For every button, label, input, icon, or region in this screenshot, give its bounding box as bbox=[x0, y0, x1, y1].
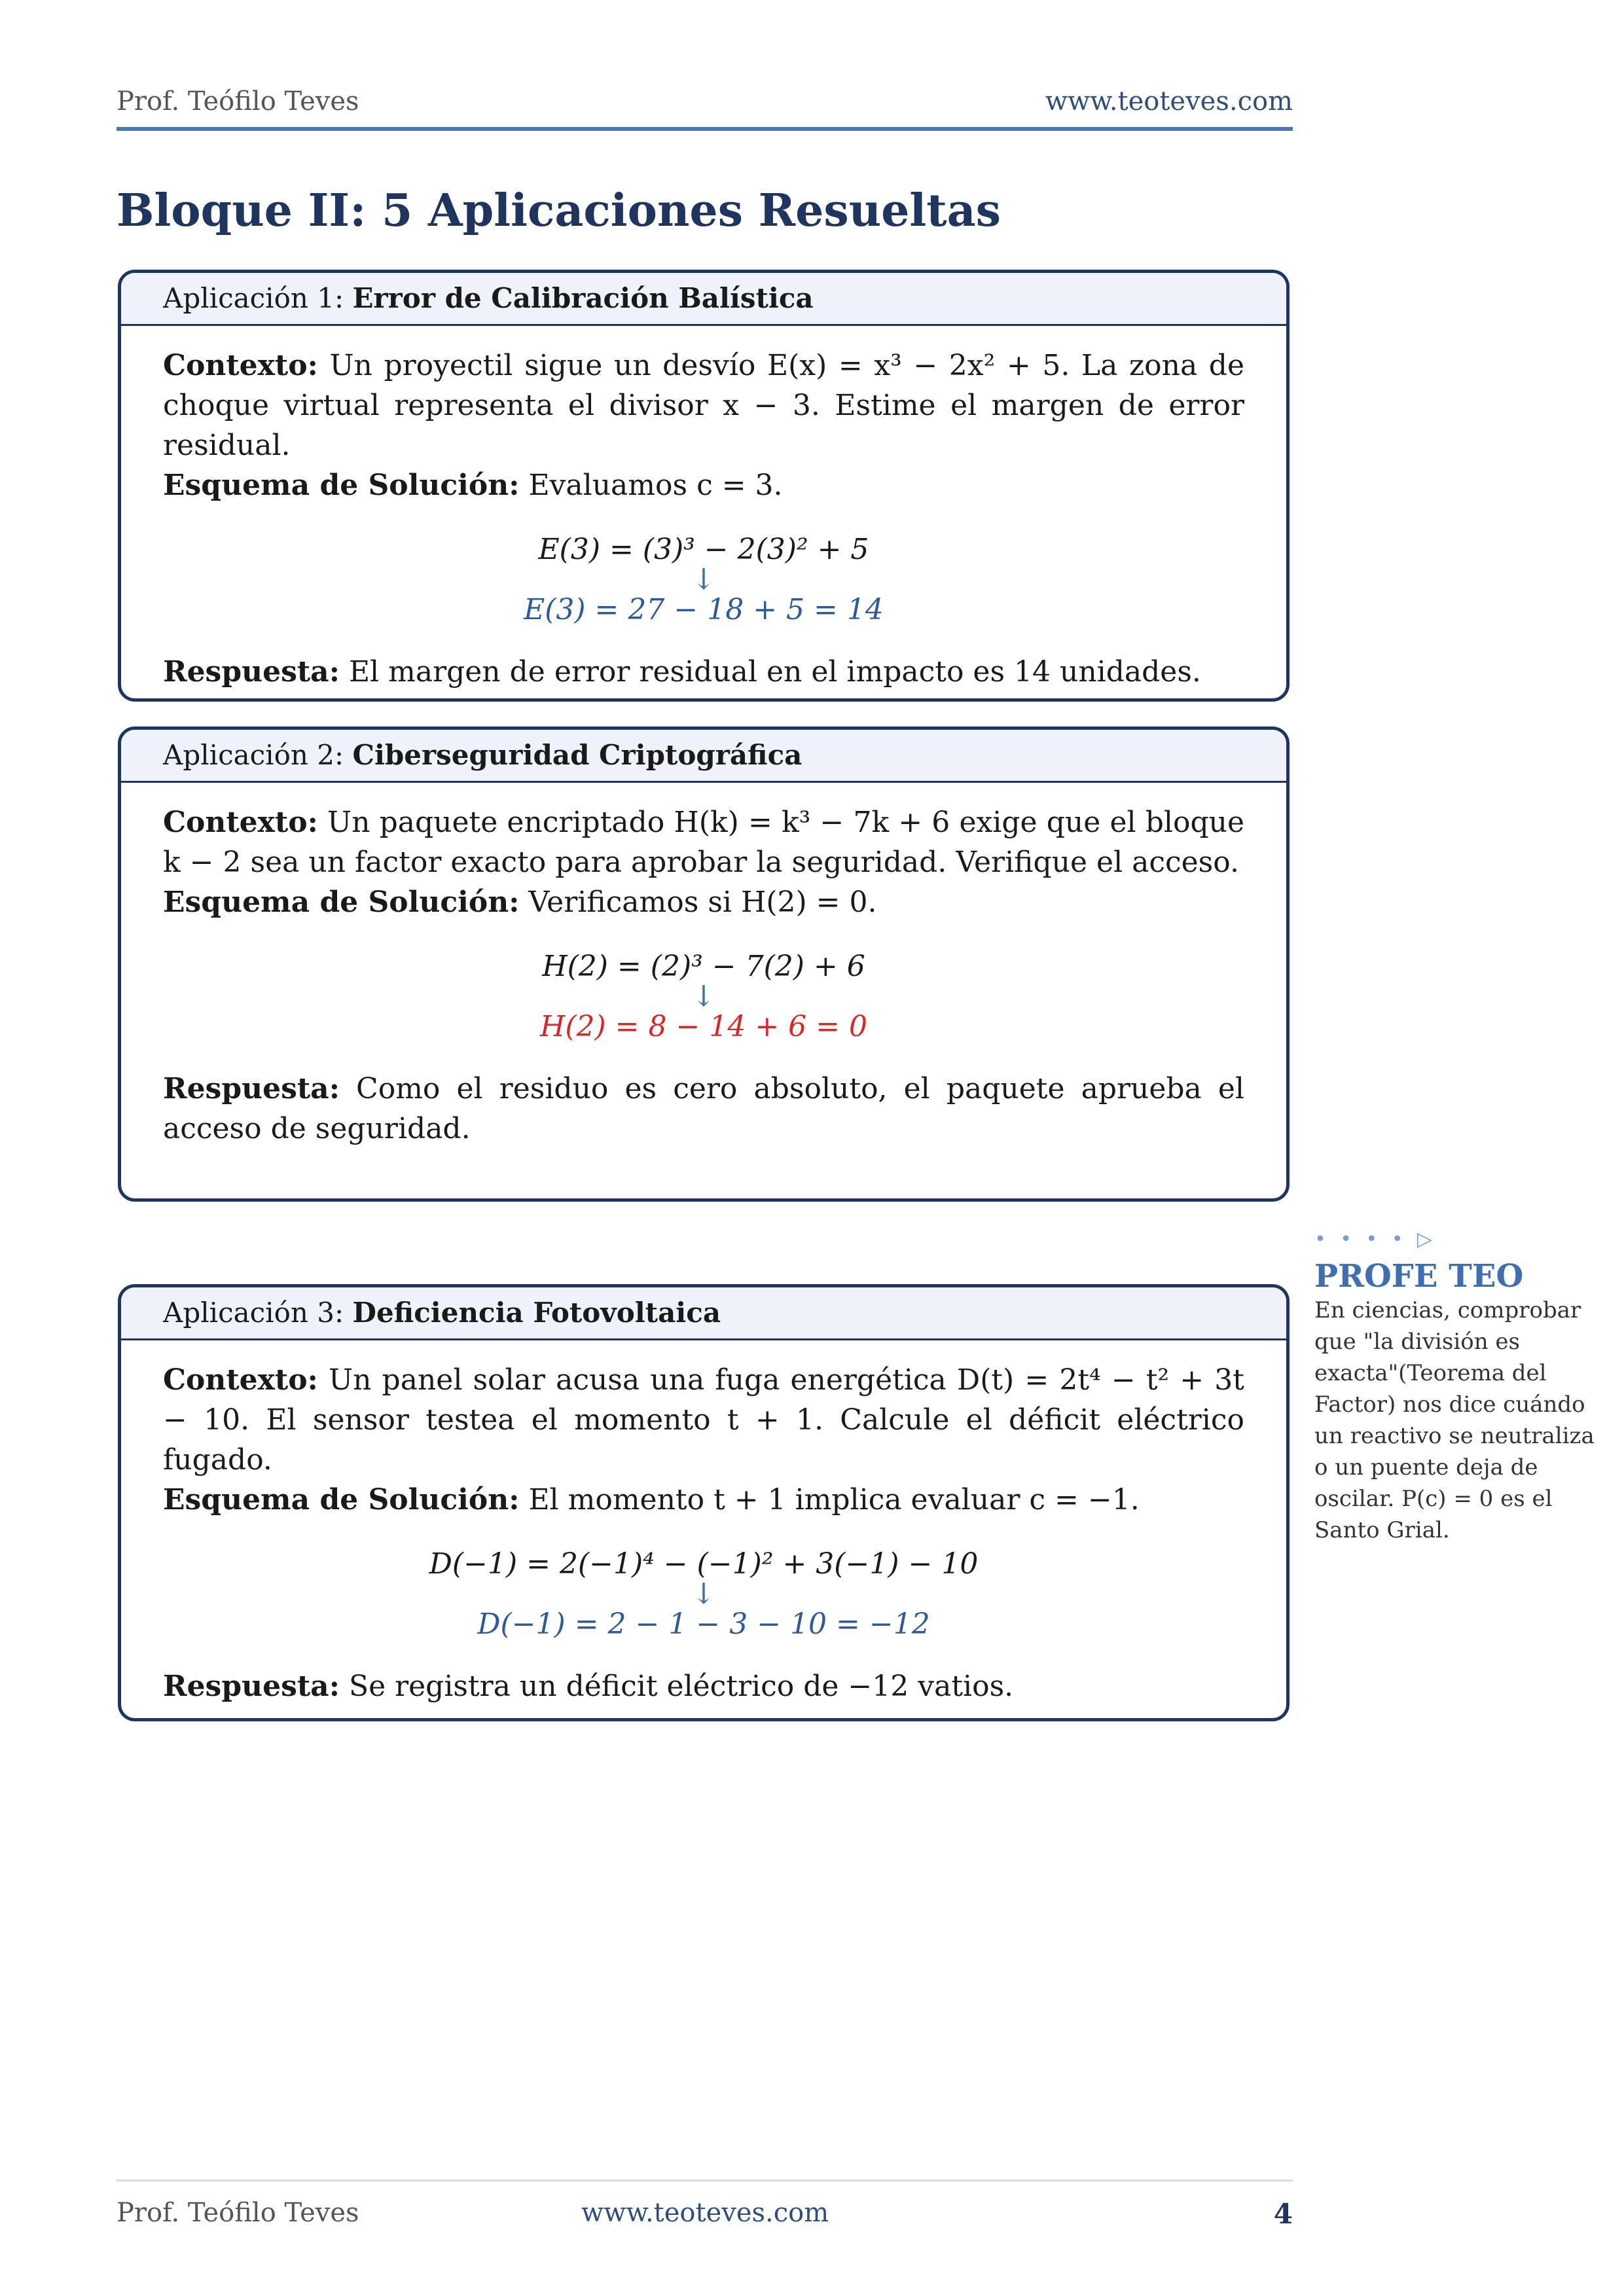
margin-note-title: PROFE TEO bbox=[1314, 1258, 1524, 1295]
application-title: Deficiencia Fotovoltaica bbox=[352, 1297, 721, 1329]
application-head bbox=[121, 273, 1286, 326]
equation-result: D(−1) = 2 − 1 − 3 − 10 = −12 bbox=[477, 1607, 930, 1641]
header-author: Prof. Teófilo Teves bbox=[117, 86, 359, 117]
margin-note bbox=[1314, 1224, 1602, 1546]
answer-text: El margen de error residual en el impacto es 14 unidades. bbox=[348, 655, 1201, 689]
answer-label: Respuesta: bbox=[163, 655, 340, 689]
scheme-paragraph bbox=[163, 1480, 1244, 1520]
header-website[interactable]: www.teoteves.com bbox=[1045, 86, 1293, 117]
scheme-paragraph bbox=[163, 465, 1244, 505]
footer-rule bbox=[117, 2179, 1293, 2181]
scheme-text: Evaluamos c = 3. bbox=[528, 469, 783, 502]
page-title: Bloque II: 5 Aplicaciones Resueltas bbox=[117, 185, 1001, 237]
scheme-label: Esquema de Solución: bbox=[163, 886, 520, 919]
equation-block bbox=[163, 1545, 1244, 1644]
down-arrow-icon: ↓ bbox=[691, 980, 716, 1013]
application-box-2 bbox=[118, 726, 1290, 1202]
application-number: Aplicación 2: bbox=[163, 739, 344, 771]
application-body bbox=[121, 783, 1286, 1149]
context-text: Un paquete encriptado H(k) = k³ − 7k + 6 exige que el bloque k − 2 sea un factor exacto para aprobar la seguridad. Verifique el acceso. bbox=[163, 806, 1244, 879]
equation-line: D(−1) = 2(−1)⁴ − (−1)² + 3(−1) − 10 bbox=[429, 1547, 979, 1581]
application-head bbox=[121, 1287, 1286, 1340]
answer-label: Respuesta: bbox=[163, 1072, 340, 1105]
equation-result: H(2) = 8 − 14 + 6 = 0 bbox=[539, 1010, 868, 1043]
down-arrow-icon: ↓ bbox=[691, 1577, 716, 1611]
dotted-arrow-icon: • • • • ▷ bbox=[1314, 1228, 1436, 1251]
equation-line: E(3) = (3)³ − 2(3)² + 5 bbox=[538, 533, 869, 566]
application-number: Aplicación 3: bbox=[163, 1297, 344, 1329]
application-body bbox=[121, 1340, 1286, 1706]
footer-author: Prof. Teófilo Teves bbox=[117, 2198, 359, 2228]
context-text: Un proyectil sigue un desvío E(x) = x³ − 2x² + 5. La zona de choque virtual representa el divisor x − 3. Estime el margen de error residual. bbox=[163, 349, 1244, 462]
context-paragraph bbox=[163, 346, 1244, 465]
application-box-3 bbox=[118, 1284, 1290, 1721]
footer-website[interactable]: www.teoteves.com bbox=[581, 2198, 829, 2228]
answer-paragraph bbox=[163, 652, 1244, 692]
application-number: Aplicación 1: bbox=[163, 282, 344, 314]
margin-note-text: En ciencias, comprobar que "la división es exacta"(Teorema del Factor) nos dice cuándo un reactivo se neutraliza o un puente deja de oscilar. P(c) = 0 es el Santo Grial. bbox=[1314, 1297, 1595, 1543]
application-box-1 bbox=[118, 270, 1290, 702]
page-number: 4 bbox=[1273, 2198, 1293, 2230]
application-title: Ciberseguridad Criptográfica bbox=[352, 739, 803, 771]
answer-paragraph bbox=[163, 1666, 1244, 1706]
context-label: Contexto: bbox=[163, 806, 318, 839]
equation-block bbox=[163, 530, 1244, 630]
header-rule bbox=[117, 127, 1293, 131]
scheme-label: Esquema de Solución: bbox=[163, 1483, 520, 1516]
application-body bbox=[121, 326, 1286, 692]
context-paragraph bbox=[163, 802, 1244, 882]
answer-text: Como el residuo es cero absoluto, el paquete aprueba el acceso de seguridad. bbox=[163, 1072, 1244, 1145]
equation-line: H(2) = (2)³ − 7(2) + 6 bbox=[542, 950, 865, 983]
scheme-text: Verificamos si H(2) = 0. bbox=[528, 886, 877, 919]
equation-block bbox=[163, 947, 1244, 1047]
context-paragraph bbox=[163, 1360, 1244, 1480]
application-title: Error de Calibración Balística bbox=[352, 282, 814, 314]
scheme-text: El momento t + 1 implica evaluar c = −1. bbox=[528, 1483, 1140, 1516]
equation-result: E(3) = 27 − 18 + 5 = 14 bbox=[524, 593, 884, 626]
context-text: Un panel solar acusa una fuga energética D(t) = 2t⁴ − t² + 3t − 10. El sensor testea el momento t + 1. Calcule el déficit eléctrico fugado. bbox=[163, 1363, 1244, 1477]
down-arrow-icon: ↓ bbox=[691, 563, 716, 596]
application-head bbox=[121, 730, 1286, 783]
answer-paragraph bbox=[163, 1069, 1244, 1149]
answer-text: Se registra un déficit eléctrico de −12 vatios. bbox=[348, 1670, 1014, 1703]
context-label: Contexto: bbox=[163, 349, 318, 382]
scheme-paragraph bbox=[163, 882, 1244, 922]
scheme-label: Esquema de Solución: bbox=[163, 469, 520, 502]
answer-label: Respuesta: bbox=[163, 1670, 340, 1703]
context-label: Contexto: bbox=[163, 1363, 318, 1397]
